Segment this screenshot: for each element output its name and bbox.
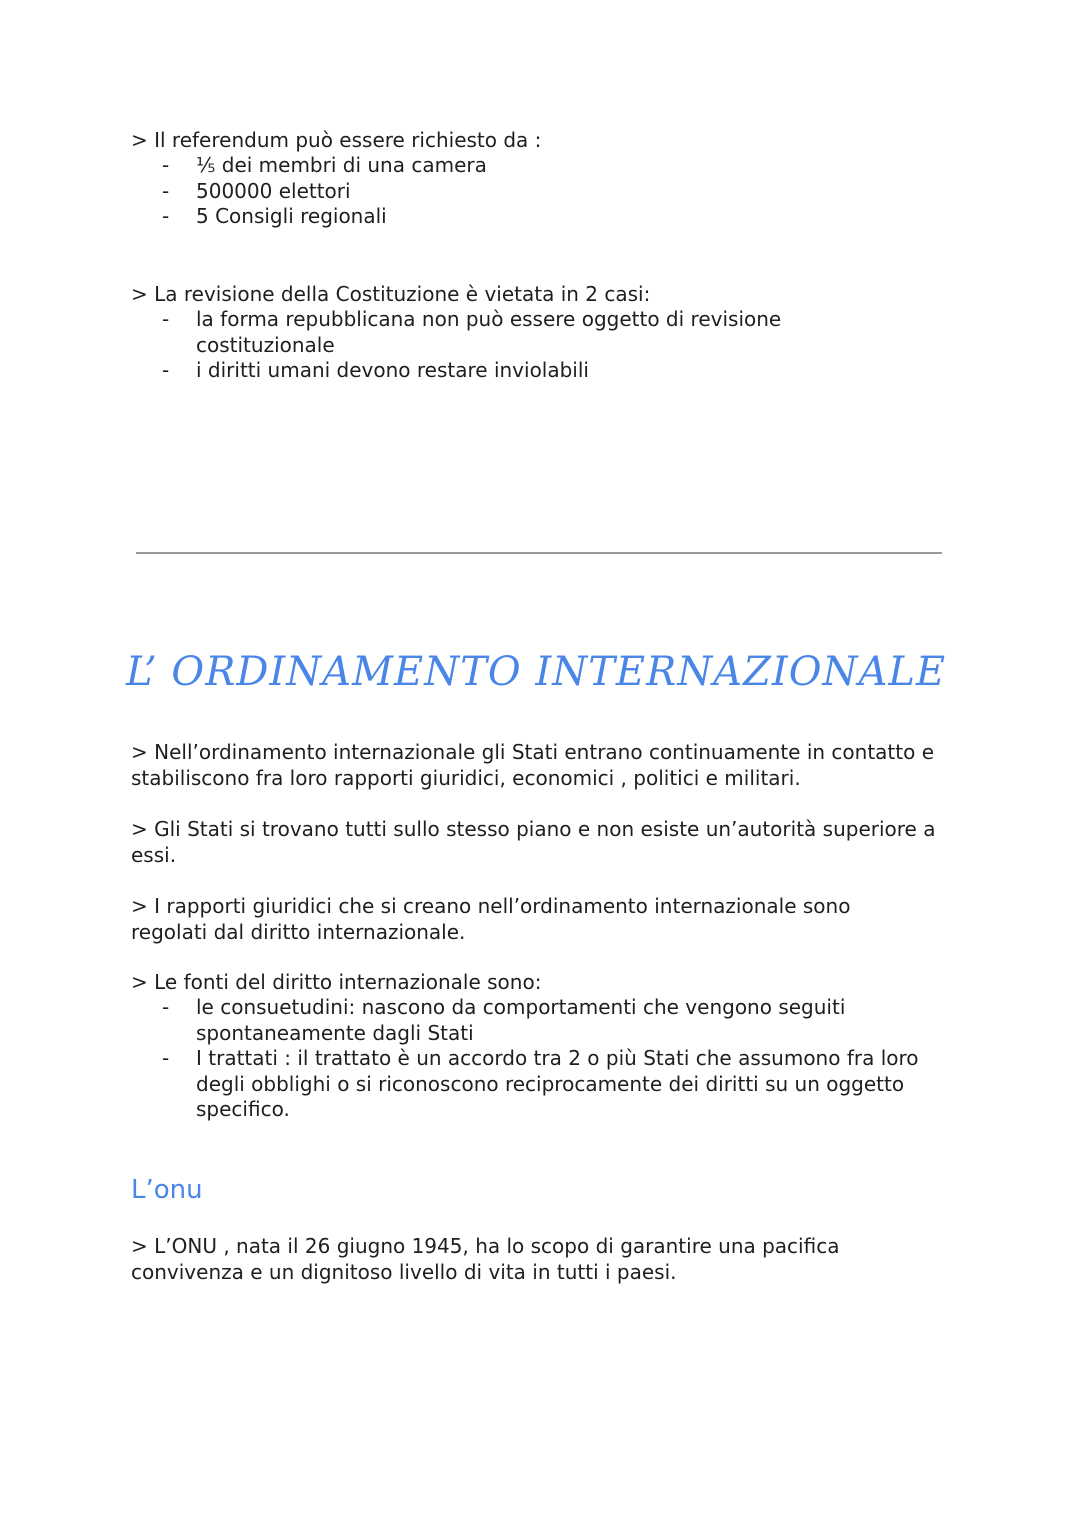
referendum-intro: > Il referendum può essere richiesto da : xyxy=(131,128,542,152)
list-item: - I trattati : il trattato è un accordo tra 2 o più Stati che assumono fra loro degli obblighi o si riconoscono reciprocamente dei diritti su un oggetto specifico. xyxy=(162,1046,919,1121)
list-item: - 5 Consigli regionali xyxy=(162,204,387,228)
onu-heading: L’onu xyxy=(131,1175,203,1205)
list-dash: - xyxy=(162,358,170,382)
fonti-list xyxy=(131,995,961,1123)
list-dash: - xyxy=(162,178,170,203)
list-dash: - xyxy=(162,307,170,331)
revisione-list xyxy=(131,307,831,384)
list-dash: - xyxy=(162,995,170,1019)
section-divider xyxy=(136,552,942,554)
paragraph: > I rapporti giuridici che si creano nell’ordinamento internazionale sono regolati dal diritto internazionale. xyxy=(131,894,851,944)
list-item: - i diritti umani devono restare inviolabili xyxy=(162,358,589,382)
list-dash: - xyxy=(162,153,170,177)
fonti-intro: > Le fonti del diritto internazionale sono: xyxy=(131,970,542,994)
paragraph: > Nell’ordinamento internazionale gli Stati entrano continuamente in contatto e stabiliscono fra loro rapporti giuridici, economici , politici e militari. xyxy=(131,740,935,790)
list-dash: - xyxy=(162,204,170,228)
list-item: - ⅕ dei membri di una camera xyxy=(162,153,487,177)
list-item: - 500000 elettori xyxy=(162,178,351,203)
paragraph: > Gli Stati si trovano tutti sullo stesso piano e non esiste un’autorità superiore a essi. xyxy=(131,817,936,867)
list-item: - le consuetudini: nascono da comportamenti che vengono seguiti spontaneamente dagli Stati xyxy=(162,995,846,1045)
referendum-list xyxy=(131,153,961,230)
revisione-intro: > La revisione della Costituzione è vietata in 2 casi: xyxy=(131,282,651,306)
section-title: L’ ORDINAMENTO INTERNAZIONALE xyxy=(126,649,947,695)
list-item: - la forma repubblicana non può essere oggetto di revisione costituzionale xyxy=(162,307,782,357)
onu-paragraph: > L’ONU , nata il 26 giugno 1945, ha lo scopo di garantire una pacifica convivenza e un dignitoso livello di vita in tutti i paesi. xyxy=(131,1234,840,1284)
list-dash: - xyxy=(162,1046,170,1070)
